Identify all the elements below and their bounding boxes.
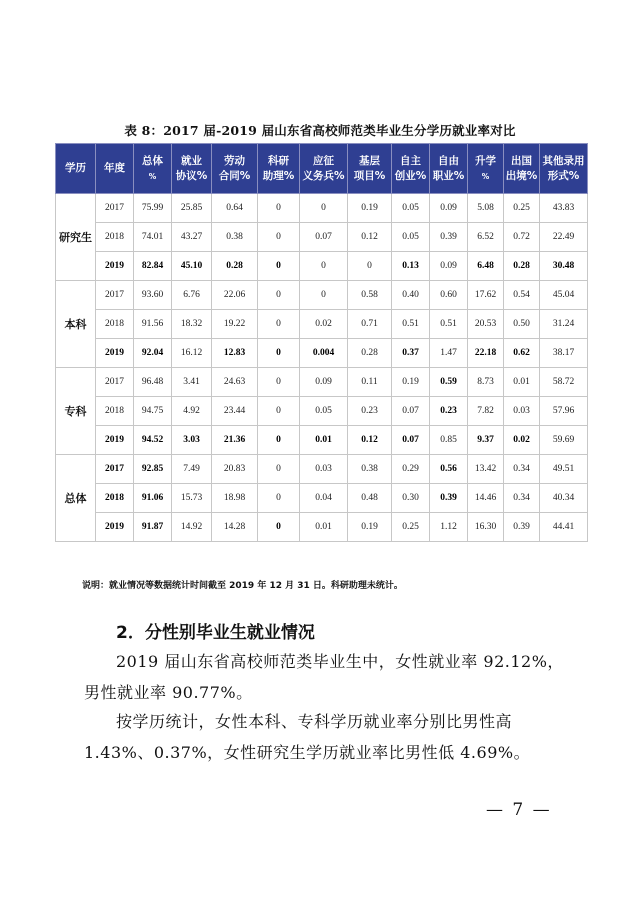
value-cell: 75.99: [134, 194, 172, 223]
value-cell: 9.37: [468, 426, 504, 455]
column-header-sub: 协议%: [175, 169, 208, 182]
column-header-main: 基层: [359, 154, 380, 167]
value-cell: 31.24: [540, 310, 588, 339]
value-cell: 22.06: [212, 281, 258, 310]
paragraph-1: [84, 646, 574, 708]
value-cell: 3.03: [172, 426, 212, 455]
table-row: [56, 513, 588, 542]
value-cell: 22.49: [540, 223, 588, 252]
table-row: [56, 484, 588, 513]
value-cell: 0.38: [212, 223, 258, 252]
column-header-main: 就业: [181, 154, 202, 167]
value-cell: 0.19: [392, 368, 430, 397]
column-header-main: 升学: [475, 154, 496, 167]
column-header-main: 劳动: [224, 154, 245, 167]
value-cell: 4.92: [172, 397, 212, 426]
value-cell: 3.41: [172, 368, 212, 397]
value-cell: 0.48: [348, 484, 392, 513]
value-cell: 0.40: [392, 281, 430, 310]
value-cell: 1.47: [430, 339, 468, 368]
value-cell: 0.07: [392, 397, 430, 426]
table-row: [56, 281, 588, 310]
column-header-sub: 出境%: [505, 169, 538, 182]
value-cell: 0.72: [504, 223, 540, 252]
value-cell: 0.39: [430, 223, 468, 252]
value-cell: 91.06: [134, 484, 172, 513]
year-cell: 2019: [96, 513, 134, 542]
value-cell: 74.01: [134, 223, 172, 252]
value-cell: 0: [348, 252, 392, 281]
column-header: [392, 144, 430, 194]
value-cell: 0.56: [430, 455, 468, 484]
column-header-main: 总体: [142, 154, 163, 167]
value-cell: 0.28: [348, 339, 392, 368]
column-header-sub: 义务兵%: [302, 169, 345, 182]
value-cell: 45.04: [540, 281, 588, 310]
value-cell: 0.37: [392, 339, 430, 368]
value-cell: 0.13: [392, 252, 430, 281]
value-cell: 0.25: [504, 194, 540, 223]
value-cell: 16.30: [468, 513, 504, 542]
value-cell: 38.17: [540, 339, 588, 368]
value-cell: 92.04: [134, 339, 172, 368]
value-cell: 0.07: [392, 426, 430, 455]
value-cell: 0: [258, 426, 300, 455]
value-cell: 0: [258, 368, 300, 397]
value-cell: 0.28: [504, 252, 540, 281]
page-number: — 7 —: [486, 800, 552, 820]
value-cell: 0.05: [392, 223, 430, 252]
value-cell: 0.60: [430, 281, 468, 310]
value-cell: 45.10: [172, 252, 212, 281]
table-row: [56, 223, 588, 252]
value-cell: 15.73: [172, 484, 212, 513]
year-cell: 2018: [96, 310, 134, 339]
value-cell: 0.54: [504, 281, 540, 310]
value-cell: 58.72: [540, 368, 588, 397]
column-header: [504, 144, 540, 194]
year-cell: 2017: [96, 281, 134, 310]
column-header: [430, 144, 468, 194]
value-cell: 0.23: [430, 397, 468, 426]
table-title: 表 8：2017 届-2019 届山东省高校师范类毕业生分学历就业率对比: [124, 123, 516, 138]
value-cell: 0.09: [300, 368, 348, 397]
value-cell: 16.12: [172, 339, 212, 368]
value-cell: 1.12: [430, 513, 468, 542]
value-cell: 0.11: [348, 368, 392, 397]
value-cell: 0.59: [430, 368, 468, 397]
year-cell: 2017: [96, 194, 134, 223]
value-cell: 0.01: [504, 368, 540, 397]
value-cell: 0: [258, 223, 300, 252]
value-cell: 82.84: [134, 252, 172, 281]
section-heading: 2．分性别毕业生就业情况: [116, 623, 315, 643]
value-cell: 0.09: [430, 194, 468, 223]
value-cell: 0: [258, 484, 300, 513]
education-level-cell: 研究生: [56, 194, 96, 281]
value-cell: 0.30: [392, 484, 430, 513]
value-cell: 0.58: [348, 281, 392, 310]
year-cell: 2019: [96, 426, 134, 455]
column-header: [212, 144, 258, 194]
value-cell: 0.19: [348, 513, 392, 542]
column-header-sub: %: [481, 171, 490, 181]
value-cell: 0.23: [348, 397, 392, 426]
value-cell: 0.71: [348, 310, 392, 339]
value-cell: 5.08: [468, 194, 504, 223]
value-cell: 93.60: [134, 281, 172, 310]
value-cell: 22.18: [468, 339, 504, 368]
value-cell: 0.34: [504, 484, 540, 513]
year-cell: 2018: [96, 397, 134, 426]
value-cell: 0.85: [430, 426, 468, 455]
value-cell: 0: [258, 397, 300, 426]
paragraph-1-text: 2019 届山东省高校师范类毕业生中，女性就业率 92.12%，男性就业率 90.77%。: [84, 652, 564, 702]
value-cell: 19.22: [212, 310, 258, 339]
column-header: [468, 144, 504, 194]
table-row: [56, 455, 588, 484]
employment-rate-table: [55, 143, 588, 542]
column-header-main: 自由: [438, 154, 459, 167]
column-header-main: 出国: [511, 154, 532, 167]
value-cell: 0: [258, 281, 300, 310]
year-cell: 2019: [96, 252, 134, 281]
value-cell: 40.34: [540, 484, 588, 513]
value-cell: 0.39: [504, 513, 540, 542]
value-cell: 14.92: [172, 513, 212, 542]
column-header-sub: 职业%: [432, 169, 465, 182]
value-cell: 49.51: [540, 455, 588, 484]
value-cell: 14.46: [468, 484, 504, 513]
value-cell: 18.32: [172, 310, 212, 339]
education-level-cell: 专科: [56, 368, 96, 455]
column-header: [134, 144, 172, 194]
value-cell: 0.19: [348, 194, 392, 223]
table-row: [56, 339, 588, 368]
value-cell: 6.48: [468, 252, 504, 281]
value-cell: 0: [300, 281, 348, 310]
value-cell: 0.64: [212, 194, 258, 223]
value-cell: 0.09: [430, 252, 468, 281]
value-cell: 20.83: [212, 455, 258, 484]
value-cell: 14.28: [212, 513, 258, 542]
value-cell: 94.75: [134, 397, 172, 426]
value-cell: 43.83: [540, 194, 588, 223]
value-cell: 7.49: [172, 455, 212, 484]
value-cell: 0.02: [504, 426, 540, 455]
value-cell: 0: [258, 310, 300, 339]
value-cell: 0.28: [212, 252, 258, 281]
value-cell: 0.04: [300, 484, 348, 513]
value-cell: 0.03: [300, 455, 348, 484]
table-row: [56, 252, 588, 281]
table-row: [56, 426, 588, 455]
value-cell: 0.004: [300, 339, 348, 368]
column-header-main: 其他录用: [542, 154, 585, 167]
value-cell: 0: [258, 194, 300, 223]
value-cell: 0.29: [392, 455, 430, 484]
value-cell: 0.62: [504, 339, 540, 368]
value-cell: 96.48: [134, 368, 172, 397]
value-cell: 0: [258, 252, 300, 281]
year-cell: 2018: [96, 223, 134, 252]
value-cell: 21.36: [212, 426, 258, 455]
year-cell: 2019: [96, 339, 134, 368]
table-header-row: [56, 144, 588, 194]
column-header: [540, 144, 588, 194]
value-cell: 0.01: [300, 426, 348, 455]
column-header-sub: 助理%: [262, 169, 295, 182]
value-cell: 0.39: [430, 484, 468, 513]
value-cell: 0.12: [348, 426, 392, 455]
value-cell: 0: [258, 455, 300, 484]
value-cell: 18.98: [212, 484, 258, 513]
value-cell: 17.62: [468, 281, 504, 310]
value-cell: 23.44: [212, 397, 258, 426]
column-header-main: 应征: [313, 154, 334, 167]
column-header-main: 自主: [400, 154, 421, 167]
table-row: [56, 194, 588, 223]
value-cell: 6.76: [172, 281, 212, 310]
value-cell: 20.53: [468, 310, 504, 339]
value-cell: 0.25: [392, 513, 430, 542]
value-cell: 0.12: [348, 223, 392, 252]
column-header: [172, 144, 212, 194]
value-cell: 43.27: [172, 223, 212, 252]
column-header-main: 年度: [104, 162, 125, 174]
table-row: [56, 397, 588, 426]
column-header-sub: %: [148, 171, 157, 181]
column-header: [300, 144, 348, 194]
value-cell: 0: [258, 339, 300, 368]
value-cell: 94.52: [134, 426, 172, 455]
education-level-cell: 本科: [56, 281, 96, 368]
value-cell: 6.52: [468, 223, 504, 252]
value-cell: 7.82: [468, 397, 504, 426]
column-header: [258, 144, 300, 194]
value-cell: 0.38: [348, 455, 392, 484]
column-header: [56, 144, 96, 194]
value-cell: 91.56: [134, 310, 172, 339]
value-cell: 0: [300, 252, 348, 281]
value-cell: 0.51: [392, 310, 430, 339]
column-header: [348, 144, 392, 194]
column-header-sub: 创业%: [394, 169, 427, 182]
value-cell: 24.63: [212, 368, 258, 397]
value-cell: 0: [258, 513, 300, 542]
table-row: [56, 368, 588, 397]
value-cell: 0.50: [504, 310, 540, 339]
table-body: [56, 194, 588, 542]
value-cell: 12.83: [212, 339, 258, 368]
value-cell: 0.05: [392, 194, 430, 223]
value-cell: 0.02: [300, 310, 348, 339]
value-cell: 57.96: [540, 397, 588, 426]
education-level-cell: 总体: [56, 455, 96, 542]
value-cell: 13.42: [468, 455, 504, 484]
value-cell: 25.85: [172, 194, 212, 223]
value-cell: 8.73: [468, 368, 504, 397]
column-header-main: 科研: [268, 154, 289, 167]
column-header: [96, 144, 134, 194]
column-header-main: 学历: [65, 162, 86, 174]
value-cell: 30.48: [540, 252, 588, 281]
value-cell: 91.87: [134, 513, 172, 542]
year-cell: 2017: [96, 455, 134, 484]
value-cell: 0.34: [504, 455, 540, 484]
value-cell: 44.41: [540, 513, 588, 542]
paragraph-2-text: 按学历统计，女性本科、专科学历就业率分别比男性高 1.43%、0.37%，女性研究生学历就业率比男性低 4.69%。: [84, 712, 531, 762]
value-cell: 92.85: [134, 455, 172, 484]
column-header-sub: 形式%: [547, 169, 580, 182]
paragraph-2: [84, 706, 574, 768]
year-cell: 2018: [96, 484, 134, 513]
table-row: [56, 310, 588, 339]
value-cell: 0.01: [300, 513, 348, 542]
value-cell: 0.03: [504, 397, 540, 426]
value-cell: 0.05: [300, 397, 348, 426]
column-header-sub: 合同%: [218, 169, 251, 182]
column-header-sub: 项目%: [353, 169, 386, 182]
value-cell: 0.51: [430, 310, 468, 339]
table-note: 说明：就业情况等数据统计时间截至 2019 年 12 月 31 日。科研助理未统计。: [82, 581, 403, 591]
value-cell: 0: [300, 194, 348, 223]
value-cell: 0.07: [300, 223, 348, 252]
year-cell: 2017: [96, 368, 134, 397]
value-cell: 59.69: [540, 426, 588, 455]
